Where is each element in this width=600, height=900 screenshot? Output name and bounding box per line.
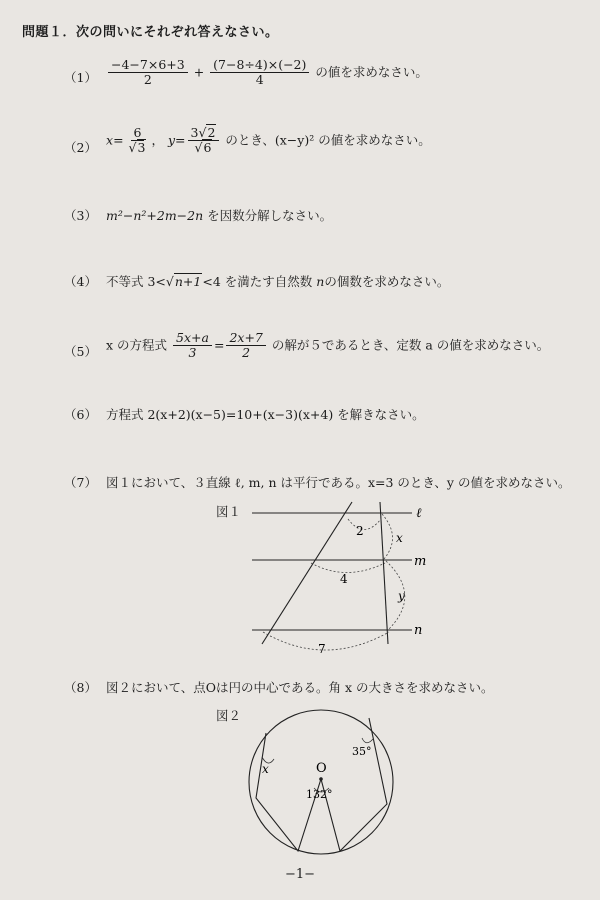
q6-number: （6） bbox=[64, 407, 97, 422]
fig1-n: n bbox=[414, 623, 423, 638]
q2-tail: のとき、(x−y)² の値を求めなさい。 bbox=[225, 132, 431, 148]
q1-den2: 4 bbox=[255, 72, 264, 88]
q2-number: （2） bbox=[64, 140, 97, 155]
q3-tail: を因数分解しなさい。 bbox=[207, 208, 333, 223]
q3-number: （3） bbox=[64, 208, 97, 223]
fig1-label: 図１ bbox=[216, 504, 242, 519]
q5-frac-left: $\frac{5x+a}{3}$ bbox=[173, 331, 212, 361]
q5-pre: x の方程式 bbox=[106, 337, 168, 353]
q4-post: <4 を満たす自然数 bbox=[202, 274, 313, 289]
q7-number: （7） bbox=[64, 475, 97, 490]
q4-var: n bbox=[316, 274, 325, 289]
q4-radicand: n+1 bbox=[174, 274, 202, 289]
inscribed-path bbox=[256, 718, 387, 851]
q8-text: 図２において、点Oは円の中心である。角 x の大きさを求めなさい。 bbox=[106, 680, 494, 695]
fig1-m: m bbox=[414, 554, 427, 569]
q1-plus: + bbox=[193, 64, 205, 80]
page-number: −1− bbox=[285, 867, 316, 882]
q8-number: （8） bbox=[64, 680, 97, 695]
q3-expr: m²−n²+2m−2n bbox=[106, 208, 204, 223]
q7-text: 図１において、３直線 ℓ, m, n は平行である。x=3 のとき、y の値を求めなさい。 bbox=[106, 475, 571, 490]
q2-text: x= $\frac{6}{√3}$ ， y= $\frac{3√2}{√6}$ のとき、(x−y)² の値を求めなさい。 bbox=[106, 125, 431, 156]
center-point bbox=[319, 777, 323, 781]
q1-number: （1） bbox=[64, 70, 97, 85]
fig1-7: 7 bbox=[318, 642, 326, 656]
q5-tail: の解が５であるとき、定数 a の値を求めなさい。 bbox=[271, 337, 550, 353]
q2-eq: = bbox=[113, 132, 124, 148]
q1-den1: 2 bbox=[143, 72, 152, 88]
fig1-4: 4 bbox=[340, 572, 348, 586]
fig1-y: y bbox=[398, 589, 405, 603]
fig2-35: 35° bbox=[352, 745, 372, 758]
q1-num2: (7−8÷4)×(−2) bbox=[210, 58, 309, 73]
q1-num1: −4−7×6+3 bbox=[108, 58, 188, 73]
fig2-132: 132° bbox=[306, 788, 333, 801]
q2-y: y bbox=[167, 132, 176, 148]
q4-tail: の個数を求めなさい。 bbox=[324, 274, 450, 289]
fig1-l: ℓ bbox=[416, 506, 422, 521]
q2-xd: √3 bbox=[128, 140, 146, 156]
q2-yd: √6 bbox=[194, 140, 212, 156]
fig2-label: 図２ bbox=[216, 708, 242, 723]
problem-header: 問題１．次の問いにそれぞれ答えなさい。 bbox=[22, 25, 279, 40]
q5-number: （5） bbox=[64, 344, 97, 359]
q2-sep: ， bbox=[151, 132, 164, 148]
q6-text: 方程式 2(x+2)(x−5)=10+(x−3)(x+4) を解きなさい。 bbox=[106, 407, 425, 422]
q4-text: 不等式 3<√n+1<4 を満たす自然数 nの個数を求めなさい。 bbox=[106, 274, 450, 289]
q2-xn: 6 bbox=[131, 126, 145, 141]
fig2-o: O bbox=[316, 761, 327, 776]
angle-35-arc bbox=[362, 738, 373, 743]
q4-pre: 不等式 3< bbox=[106, 274, 166, 289]
fig2-x: x bbox=[262, 762, 269, 776]
q4-number: （4） bbox=[64, 274, 97, 289]
fig1-x: x bbox=[396, 531, 403, 545]
fig1-2: 2 bbox=[356, 524, 364, 538]
q5-eq: = bbox=[213, 337, 225, 353]
q5-frac-right: $\frac{2x+7}{2}$ bbox=[226, 331, 265, 361]
q2-yn: 3√2 bbox=[188, 126, 220, 141]
q1-tail: の値を求めなさい。 bbox=[315, 64, 428, 80]
q2-x: x bbox=[106, 132, 114, 148]
